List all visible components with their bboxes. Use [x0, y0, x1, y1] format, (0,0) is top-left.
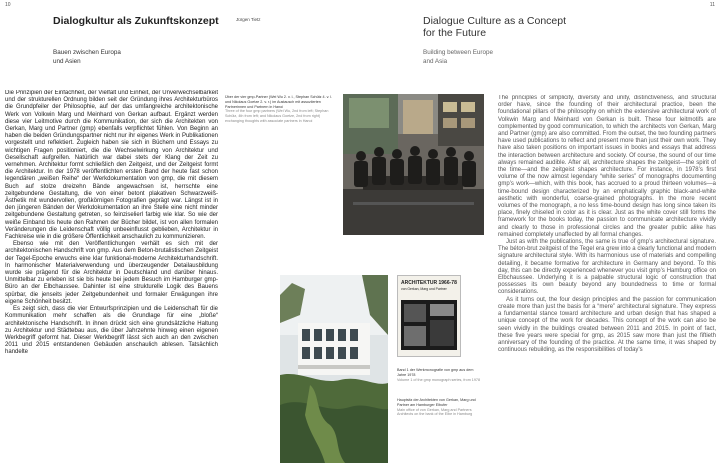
photo-partners-meeting	[343, 94, 484, 235]
right-paragraph-2: Just as with the publications, the same is true of gmp’s architectural signature. The béton-brut zeitgeist of the Tegel era grew into a clearly functional and modern signature architectural style. With its harmonious use of materials and compelling detailing, it became formative for architecture in Germany and beyond. To this day, this can be directly experienced whenever you visit gmp’s Hamburg office on Elbchaussee. Underlying it is a palpable structural logic of construction that possesses its own beauty beyond any boundedness to time or formal considerations.	[498, 239, 716, 296]
left-paragraph-3: Es zeigt sich, dass die vier Entwurfsprinzipien und die Leidenschaft für die Kommunikation mehr schaffen als die Grundlage für eine „bloße“ architektonische Handschrift. In ihnen drückt sich eine grundsätzliche Haltung zu Architektur und Städtebau aus, die über Jahrzehnte hinweg einen eigenen Werkbegriff geformt hat. Dieser Werkbegriff lässt sich auch an den zwischen 2011 und 2015 entstandenen Gebäuden anschaulich ablesen. Tatsächlich handelte	[5, 306, 218, 356]
caption-building	[397, 398, 482, 417]
left-paragraph-2: Ebenso wie mit den Veröffentlichungen verhält es sich mit der architektonischen Handschrift von gmp. Aus dem Beton-brutalistischen Zeitgeist der Tegel-Epoche erwuchs eine klar funktional-moderne Architekturhandschrift. In harmonischer Materialverwendung und überzeugender Detailausbildung wurde sie prägend für die Architektur in Deutschland und darüber hinaus. Unmittelbar zu erleben ist sie bis heute bei jedem Besuch im Hamburger gmp-Büro an der Elbchaussee. Dahinter ist eine strukturelle Logik des Bauens spürbar, die jenseits jeder Zeitgebundenheit und formaler Erwägungen ihre eigene Schönheit besitzt.	[5, 241, 218, 305]
left-subtitle	[53, 48, 121, 66]
book-cover	[397, 275, 461, 357]
book-cover-photo	[401, 300, 457, 350]
right-title-line1: Dialogue Culture as a Concept	[423, 15, 567, 27]
caption-book-en: Volume 1 of the gmp monograph series, from 1978	[397, 377, 481, 382]
right-subtitle-line2: and Asia	[423, 58, 448, 65]
right-title	[423, 15, 623, 39]
photo-hamburg-office-image	[280, 275, 388, 463]
photo-partners-meeting-image	[343, 94, 484, 235]
caption-book	[397, 368, 482, 382]
left-subtitle-line1: Bauen zwischen Europa	[53, 49, 121, 56]
right-title-line2: for the Future	[423, 27, 487, 39]
right-subtitle	[423, 48, 493, 66]
caption-building-de: Hauptsitz der Architekten von Gerkan, Marg und Partner am Hamburger Elbufer	[397, 398, 476, 407]
right-subtitle-line1: Building between Europe	[423, 49, 494, 56]
page-number-left: 10	[5, 2, 11, 8]
left-body-text	[5, 90, 218, 462]
caption-book-de: Band 1 der Werkmonografie von gmp aus dem Jahre 1978	[397, 368, 474, 377]
right-body-text	[498, 95, 716, 463]
right-paragraph-1: The principles of simplicity, diversity and unity, distinctiveness, and structural order have, since the founding of their architectural practice, been the foundational pillars of the philosophy on which the extensive architectural work of Volkwin Marg and Meinhard von Gerkan is built. These four leitmotifs are complemented by good communication, to which the architects von Gerkan, Marg and Partner (gmp) are also committed. From the outset, the two founding partners have used publications to reflect and present more than just their own work. They have also taken positions on important issues in books and essays that address the interaction between architecture and society. Of course, the sound of our time always remained audible. After all, architecture shapes the zeitgeist—the spirit of the time—and the zeitgeist shapes architecture. For instance, in 1978’s first volume of the now almost legendary “white series” of monographs documenting gmp’s work—which, with this book, has accrued to a proud thirteen volumes—a time-bound design characterized by an emphatically graphic black-and-white aesthetic with wonderful, coarse-grained photographs. In the more recent volumes of the monograph, a no less time-bound design has long since taken its place, finely chiseled in color as it is clear. Just as the white cover still forms the framework for the books today, the passion to communicate architecture vividly and clearly to those in professional circles and the greater public alike has remained completely unaffected by all formal changes.	[498, 95, 716, 238]
caption-top	[225, 95, 337, 124]
caption-top-en: Three of the four gmp partners (Wei Wu, 2nd from left; Stephan Schütz, 4th from left; and Nikolaus Goetze, 2nd from right) exchanging thoughts with associate partners in Hanoi	[225, 109, 329, 123]
book-cover-subtitle: von Gerkan, Marg und Partner	[401, 287, 447, 291]
left-subtitle-line2: und Asien	[53, 58, 81, 65]
left-paragraph-1: Die Prinzipien der Einfachheit, der Vielfalt und Einheit, der Unverwechselbarkeit und der strukturellen Ordnung bilden seit der Gründung ihres Architekturbüros die Grundpfeiler der Philosophie, auf der das umfangreiche architektonische Werk von Volkwin Marg und Meinhard von Gerkan aufbaut. Ergänzt werden diese vier Leitmotive durch die Kommunikation, der sich die Architekten von Gerkan, Marg und Partner (gmp) ebenfalls verpflichtet fühlen. Von Beginn an haben die beiden Gründungspartner nicht nur ihr eigenes Werk in Publikationen vorgestellt und reflektiert. Zugleich haben sie sich in Büchern und Essays zu wichtigen Fragen positioniert, die die Wechselwirkung von Architektur und Gesellschaft aufgreifen. Natürlich war dabei stets der Klang der Zeit zu vernehmen. Architektur formt schließlich den Zeitgeist, und der Zeitgeist formt die Architektur. In der 1978 veröffentlichten ersten Band der heute fast schon legendären „weißen Reihe“ der Werkdokumentation von gmp, die mit diesem Buch auf stolze dreizehn Bände angewachsen ist, herrschte eine zeitgebundene Gestaltung, die von einer betont plakativen Schwarzweiß-Ästhetik mit wundervollen, großkörnigen Fotografien geprägt war. Längst ist in den jüngeren Bänden der Werkdokumentation an ihre Stelle eine nicht minder zeitgebundene Gestaltung getreten, so feinziselierl farbig wie klar. So wie der weiße Einband bis heute den Rahmen der Bücher bildet, ist von allen formalen Veränderungen die Leidenschaft völlig unbeeinflusst geblieben, Architektur in Fachkreise wie in die größere Öffentlichkeit anschaulich zu kommunizieren.	[5, 90, 218, 241]
photo-hamburg-office	[280, 275, 388, 463]
author-name: Jürgen Tietz	[236, 17, 261, 22]
right-paragraph-3: As it turns out, the four design principles and the passion for communication create more than just the basis for a “mere” architectural signature. They express a fundamental stance toward architecture and urban design that has shaped a unique concept of the work for decades. This concept of the work can also be seen vividly in the buildings created between 2011 and 2015. In point of fact, these five years were special for gmp, as 2015 saw more than just the fiftieth anniversary of the founding of the practice. At the same time, it was shaped by continuous rebuilding, as the responsibilities of today’s	[498, 296, 716, 354]
book-cover-title: ARCHITEKTUR 1966-78	[401, 280, 457, 286]
page-number-right: 11	[709, 2, 715, 8]
caption-building-en: Main office of von Gerkan, Marg and Partners Architects on the bank of the Elbe in Hamburg	[397, 407, 473, 417]
caption-top-de: Über der vier gmp-Partner (Wei Wu 2. v. l., Stephan Schütz 4. v. l. und Nikolaus Goetze 2. v. r.) im Austausch mit assoziierten Partnerinnen und Partnern in Hanoi	[225, 95, 333, 109]
left-title: Dialogkultur als Zukunftskonzept	[53, 15, 219, 27]
